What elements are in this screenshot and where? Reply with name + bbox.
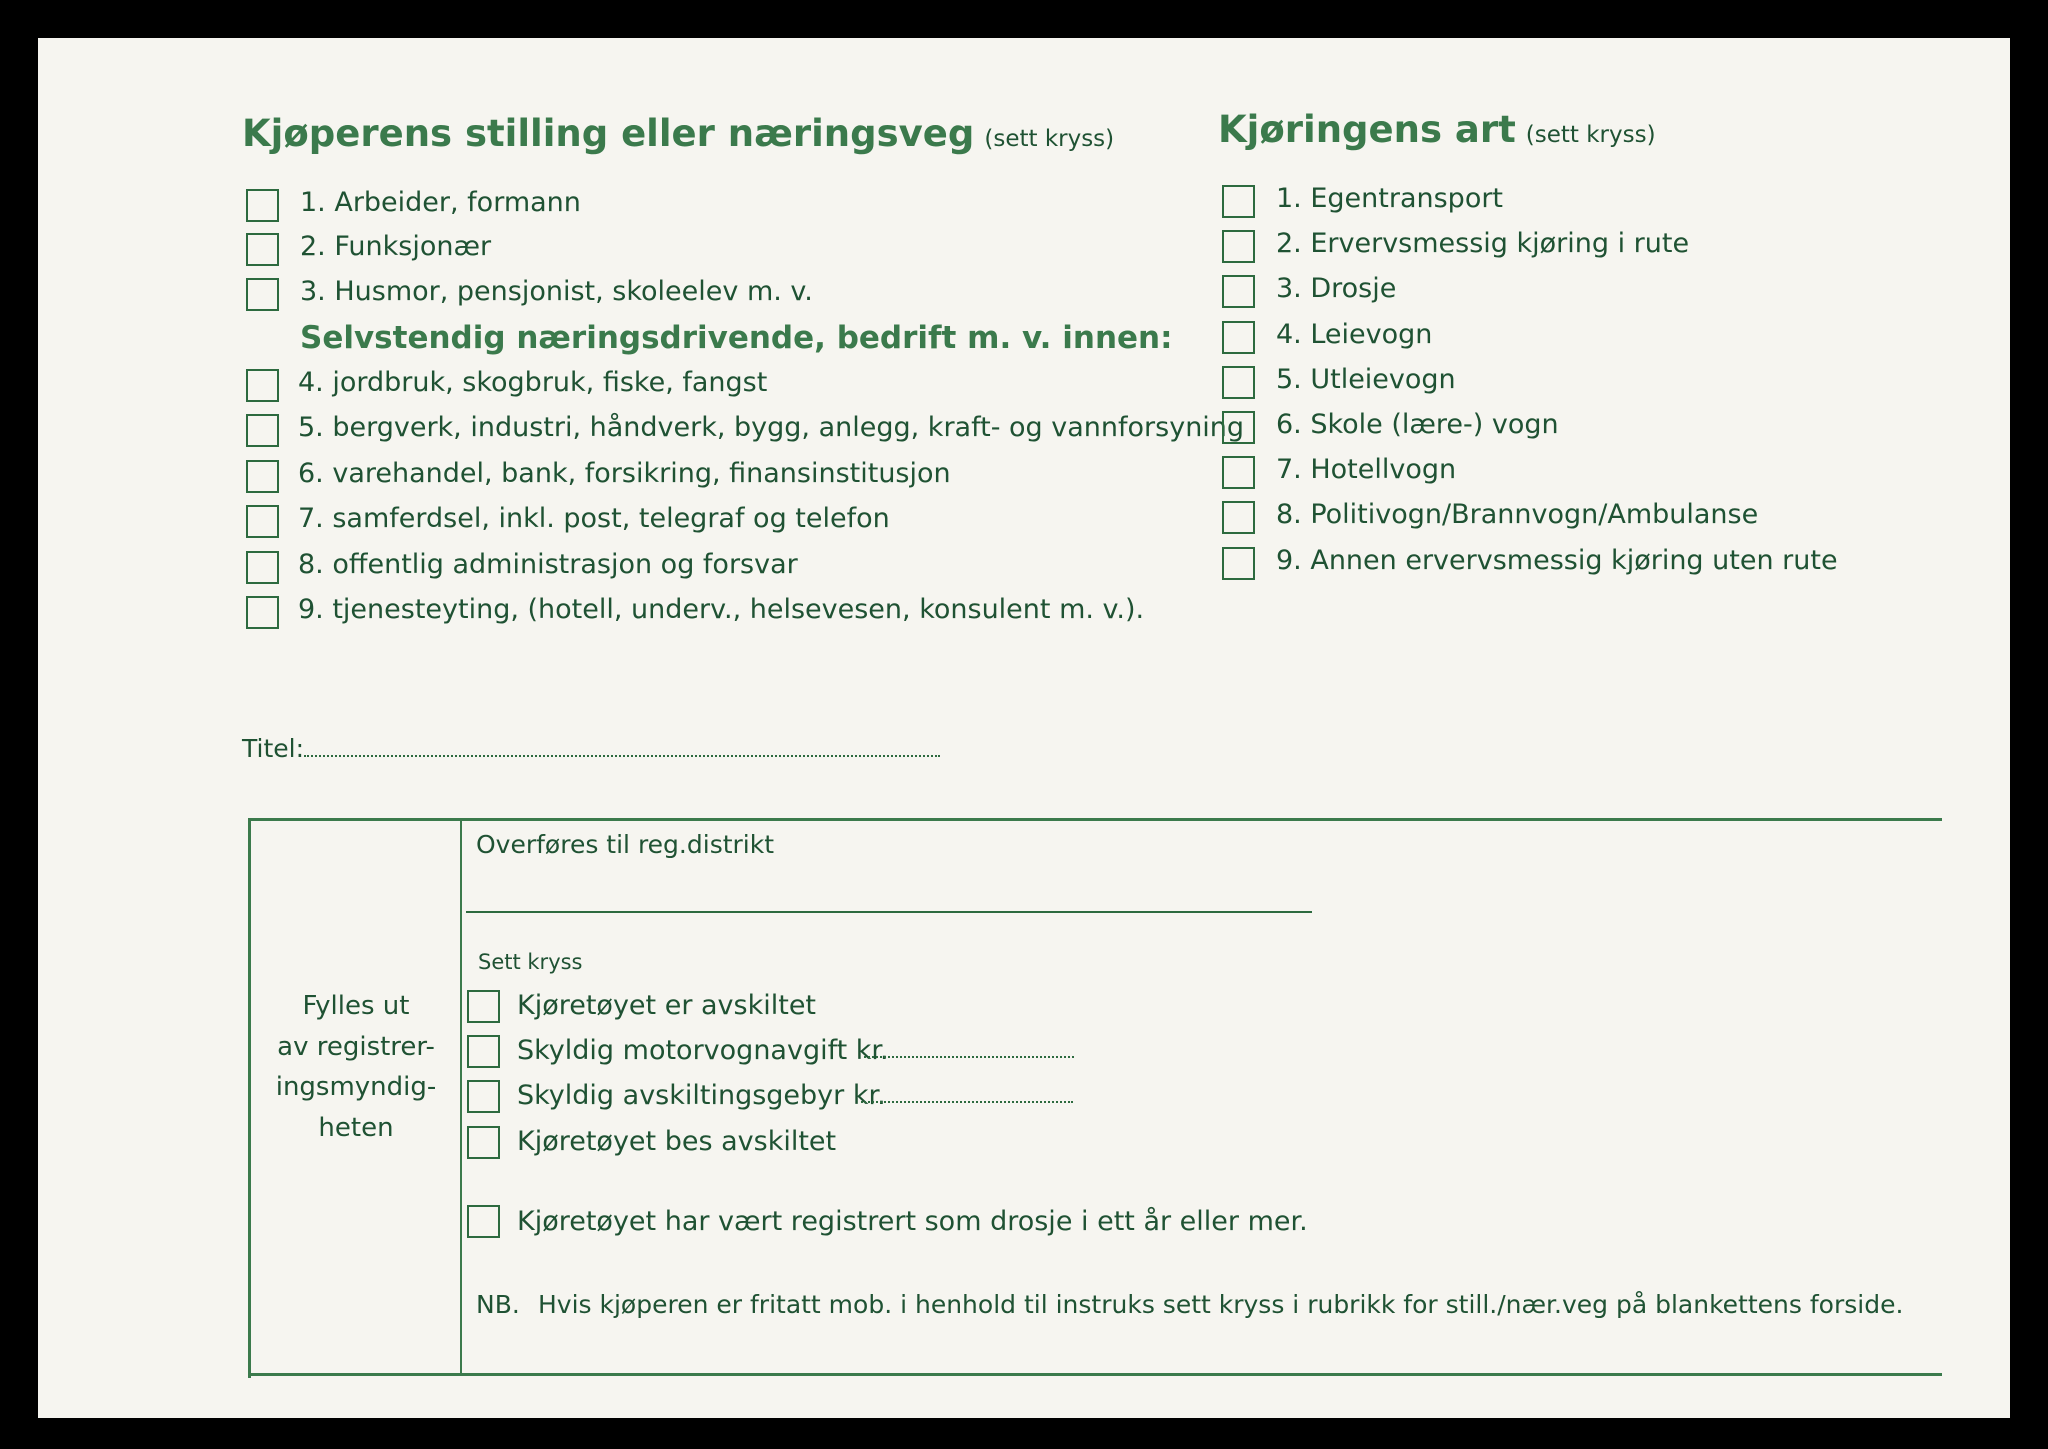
deregistered-label: Kjøretøyet er avskiltet <box>517 990 817 1021</box>
buyer-occupation-heading-note: (sett kryss) <box>984 126 1115 152</box>
motor-tax-label: Skyldig motorvognavgift kr. <box>517 1035 889 1066</box>
driving-checkbox-2[interactable] <box>1222 230 1255 263</box>
driving-checkbox-1[interactable] <box>1222 185 1255 218</box>
occupation-checkbox-1[interactable] <box>246 189 279 222</box>
registry-authority-label-4: heten <box>318 1113 394 1143</box>
driving-label-7: 7. Hotellvogn <box>1276 454 1457 485</box>
driving-label-9: 9. Annen ervervsmessig kjøring uten rute <box>1276 545 1838 576</box>
deregister-request-label: Kjøretøyet bes avskiltet <box>517 1126 837 1157</box>
occupation-checkbox-3[interactable] <box>246 278 279 311</box>
driving-label-6: 6. Skole (lære-) vogn <box>1276 409 1559 440</box>
occupation-checkbox-8[interactable] <box>246 551 279 584</box>
nb-text: Hvis kjøperen er fritatt mob. i henhold til instruks sett kryss i rubrikk for still./nær.veg på blankettens forside. <box>538 1290 1904 1319</box>
occupation-label-6: 6. varehandel, bank, forsikring, finansinstitusjon <box>298 458 951 489</box>
deregister-request-checkbox[interactable] <box>467 1126 500 1159</box>
title-label: Titel: <box>242 734 304 763</box>
occupation-label-4: 4. jordbruk, skogbruk, fiske, fangst <box>298 367 768 398</box>
box-bottom-border <box>248 1373 1942 1376</box>
sett-kryss-label: Sett kryss <box>478 950 583 974</box>
driving-label-2: 2. Ervervsmessig kjøring i rute <box>1276 228 1690 259</box>
occupation-label-7: 7. samferdsel, inkl. post, telegraf og telefon <box>298 503 890 534</box>
occupation-checkbox-5[interactable] <box>246 414 279 447</box>
buyer-occupation-heading-text: Kjøperens stilling eller næringsveg <box>242 112 975 155</box>
motor-tax-checkbox[interactable] <box>467 1035 500 1068</box>
occupation-label-5: 5. bergverk, industri, håndverk, bygg, anlegg, kraft- og vannforsyning <box>298 412 1245 443</box>
buyer-occupation-heading <box>242 112 1114 155</box>
self-employed-subheading: Selvstendig næringsdrivende, bedrift m. v. innen: <box>300 320 1173 356</box>
occupation-label-2: 2. Funksjonær <box>300 231 492 262</box>
driving-checkbox-4[interactable] <box>1222 321 1255 354</box>
driving-type-heading <box>1218 108 1656 151</box>
deregistered-checkbox[interactable] <box>467 990 500 1023</box>
driving-label-3: 3. Drosje <box>1276 273 1397 304</box>
driving-type-heading-note: (sett kryss) <box>1525 122 1656 148</box>
occupation-label-3: 3. Husmor, pensjonist, skoleelev m. v. <box>300 276 813 307</box>
plate-fee-label: Skyldig avskiltingsgebyr kr. <box>517 1080 886 1111</box>
registry-authority-label-1: Fylles ut <box>302 991 410 1021</box>
title-input[interactable] <box>304 755 940 757</box>
taxi-year-label: Kjøretøyet har vært registrert som drosje i ett år eller mer. <box>517 1206 1308 1237</box>
plate-fee-checkbox[interactable] <box>467 1080 500 1113</box>
box-left-border <box>248 818 251 1378</box>
driving-checkbox-8[interactable] <box>1222 501 1255 534</box>
driving-label-4: 4. Leievogn <box>1276 319 1433 350</box>
registry-authority-label-2: av registrer- <box>277 1032 435 1062</box>
driving-label-5: 5. Utleievogn <box>1276 364 1456 395</box>
driving-checkbox-9[interactable] <box>1222 547 1255 580</box>
driving-checkbox-5[interactable] <box>1222 366 1255 399</box>
occupation-label-8: 8. offentlig administrasjon og forsvar <box>298 549 798 580</box>
driving-type-heading-text: Kjøringens art <box>1218 108 1516 151</box>
driving-checkbox-3[interactable] <box>1222 275 1255 308</box>
occupation-label-1: 1. Arbeider, formann <box>300 187 581 218</box>
nb-label: NB. <box>476 1290 520 1319</box>
transfer-input-line[interactable] <box>466 911 1312 913</box>
driving-label-1: 1. Egentransport <box>1276 183 1504 214</box>
occupation-checkbox-7[interactable] <box>246 505 279 538</box>
occupation-checkbox-9[interactable] <box>246 596 279 629</box>
box-divider <box>460 818 462 1376</box>
driving-label-8: 8. Politivogn/Brannvogn/Ambulanse <box>1276 499 1759 530</box>
registry-authority-label-3: ingsmyndig- <box>275 1072 437 1102</box>
plate-fee-input[interactable] <box>861 1101 1073 1103</box>
driving-checkbox-7[interactable] <box>1222 456 1255 489</box>
driving-checkbox-6[interactable] <box>1222 411 1255 444</box>
occupation-checkbox-4[interactable] <box>246 369 279 402</box>
occupation-checkbox-2[interactable] <box>246 233 279 266</box>
transfer-label: Overføres til reg.distrikt <box>476 830 775 859</box>
motor-tax-input[interactable] <box>864 1056 1074 1058</box>
occupation-label-9: 9. tjenesteyting, (hotell, underv., helsevesen, konsulent m. v.). <box>298 594 1145 625</box>
taxi-year-checkbox[interactable] <box>467 1205 500 1238</box>
occupation-checkbox-6[interactable] <box>246 460 279 493</box>
box-top-border <box>248 818 1942 821</box>
